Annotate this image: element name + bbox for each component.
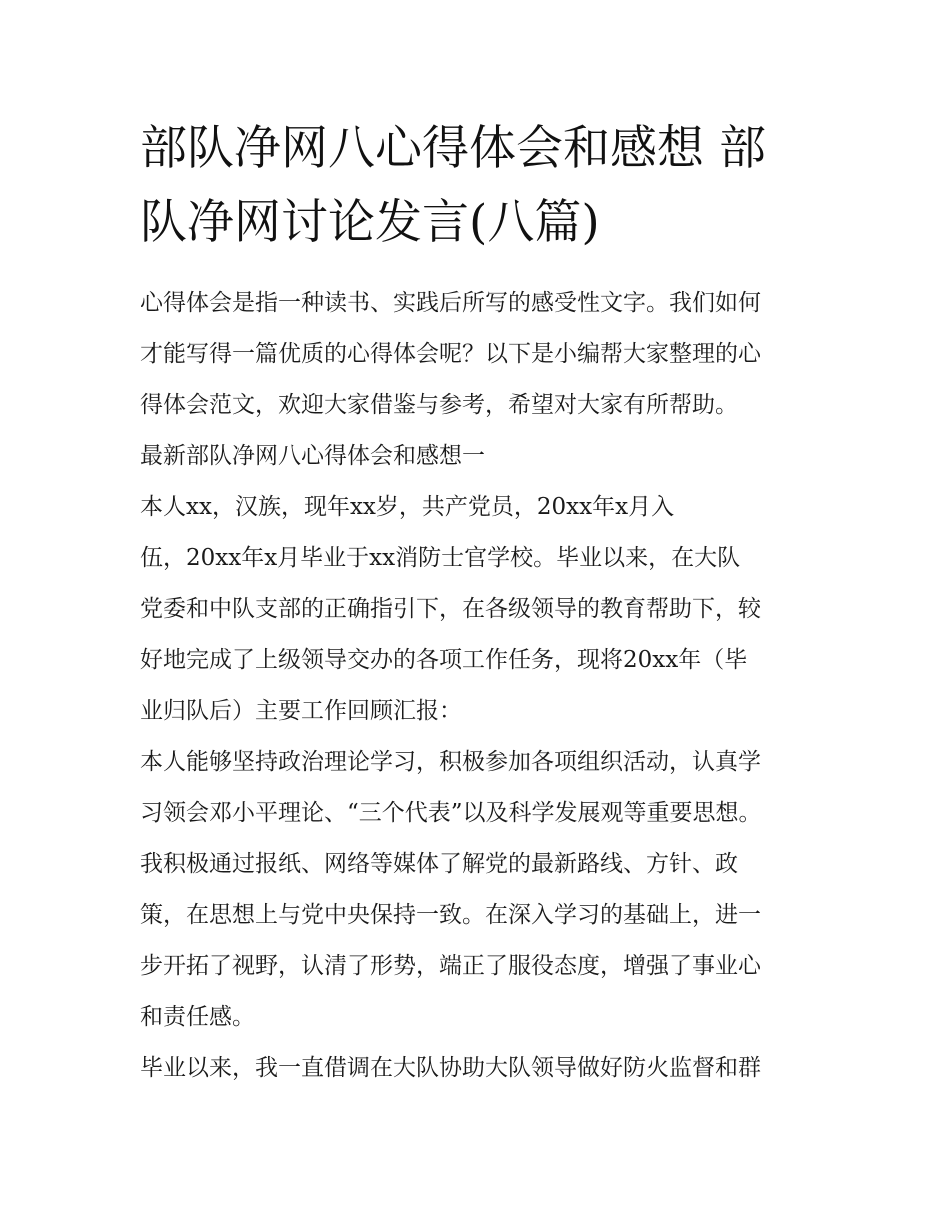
paragraph-line: 毕业以来，我一直借调在大队协助大队领导做好防火监督和群 <box>140 1055 761 1081</box>
paragraph-line: 和责任感。 <box>140 1004 255 1030</box>
intro-line: 才能写得一篇优质的心得体会呢？以下是小编帮大家整理的心 <box>140 341 761 367</box>
section-heading: 最新部队净网八心得体会和感想一 <box>140 443 485 469</box>
paragraph-line: 策，在思想上与党中央保持一致。在深入学习的基础上，进一 <box>140 902 761 928</box>
intro-line: 得体会范文，欢迎大家借鉴与参考，希望对大家有所帮助。 <box>140 392 738 418</box>
intro-line: 心得体会是指一种读书、实践后所写的感受性文字。我们如何 <box>140 290 761 316</box>
title-line-1: 部队净网八心得体会和感想 部 <box>140 121 766 176</box>
paragraph-line: 好地完成了上级领导交办的各项工作任务，现将20xx年（毕 <box>140 647 748 673</box>
paragraph-line: 我积极通过报纸、网络等媒体了解党的最新路线、方针、政 <box>140 851 738 877</box>
paragraph-line: 业归队后）主要工作回顾汇报： <box>140 698 462 724</box>
paragraph-line: 本人能够坚持政治理论学习，积极参加各项组织活动，认真学 <box>140 749 761 775</box>
title-line-2: 队净网讨论发言(八篇) <box>140 195 600 250</box>
paragraph-line: 伍，20xx年x月毕业于xx消防士官学校。毕业以来，在大队 <box>140 545 741 571</box>
paragraph-line: 党委和中队支部的正确指引下，在各级领导的教育帮助下，较 <box>140 596 761 622</box>
document-body <box>140 278 830 1094</box>
paragraph-line: 习领会邓小平理论、“三个代表”以及科学发展观等重要思想。 <box>140 800 762 826</box>
paragraph-line: 本人xx，汉族，现年xx岁，共产党员，20xx年x月入 <box>140 494 675 520</box>
document-title <box>140 112 830 260</box>
paragraph-line: 步开拓了视野，认清了形势，端正了服役态度，增强了事业心 <box>140 953 761 979</box>
